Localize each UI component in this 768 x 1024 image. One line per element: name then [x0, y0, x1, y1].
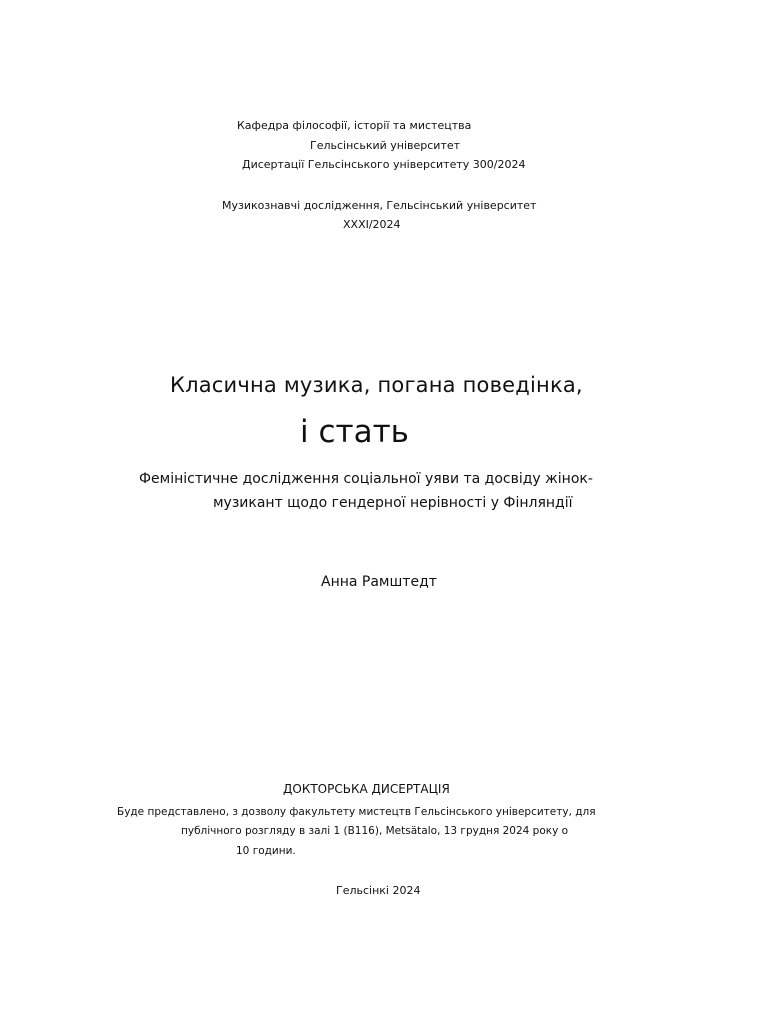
defence-line-2: публічного розгляду в залі 1 (B116), Metsätalo, 13 грудня 2024 року о	[181, 825, 569, 837]
series-number-text: XXXI/2024	[343, 218, 401, 231]
university-text: Гельсінський університет	[310, 139, 461, 152]
title-line-1: Класична музика, погана поведінка,	[170, 373, 583, 397]
subtitle-line-1: Феміністичне дослідження соціальної уяви та досвіду жінок-	[139, 471, 593, 487]
defence-line-1: Буде представлено, з дозволу факультету мистецтв Гельсінського університету, для	[117, 806, 596, 818]
place-year-text: Гельсінкі 2024	[336, 884, 421, 897]
dissertation-series-text: Дисертації Гельсінського університету 300/2024	[242, 158, 526, 171]
musicology-series-text: Музикознавчі дослідження, Гельсінський університет	[222, 199, 537, 212]
defence-line-3: 10 години.	[236, 845, 296, 857]
department-text: Кафедра філософії, історії та мистецтва	[237, 119, 472, 132]
subtitle-line-2: музикант щодо гендерної нерівності у Фінляндії	[213, 495, 573, 511]
author-name: Анна Рамштедт	[321, 574, 437, 590]
doctoral-dissertation-heading: ДОКТОРСЬКА ДИСЕРТАЦІЯ	[283, 782, 450, 796]
title-line-2: і стать	[300, 414, 409, 450]
